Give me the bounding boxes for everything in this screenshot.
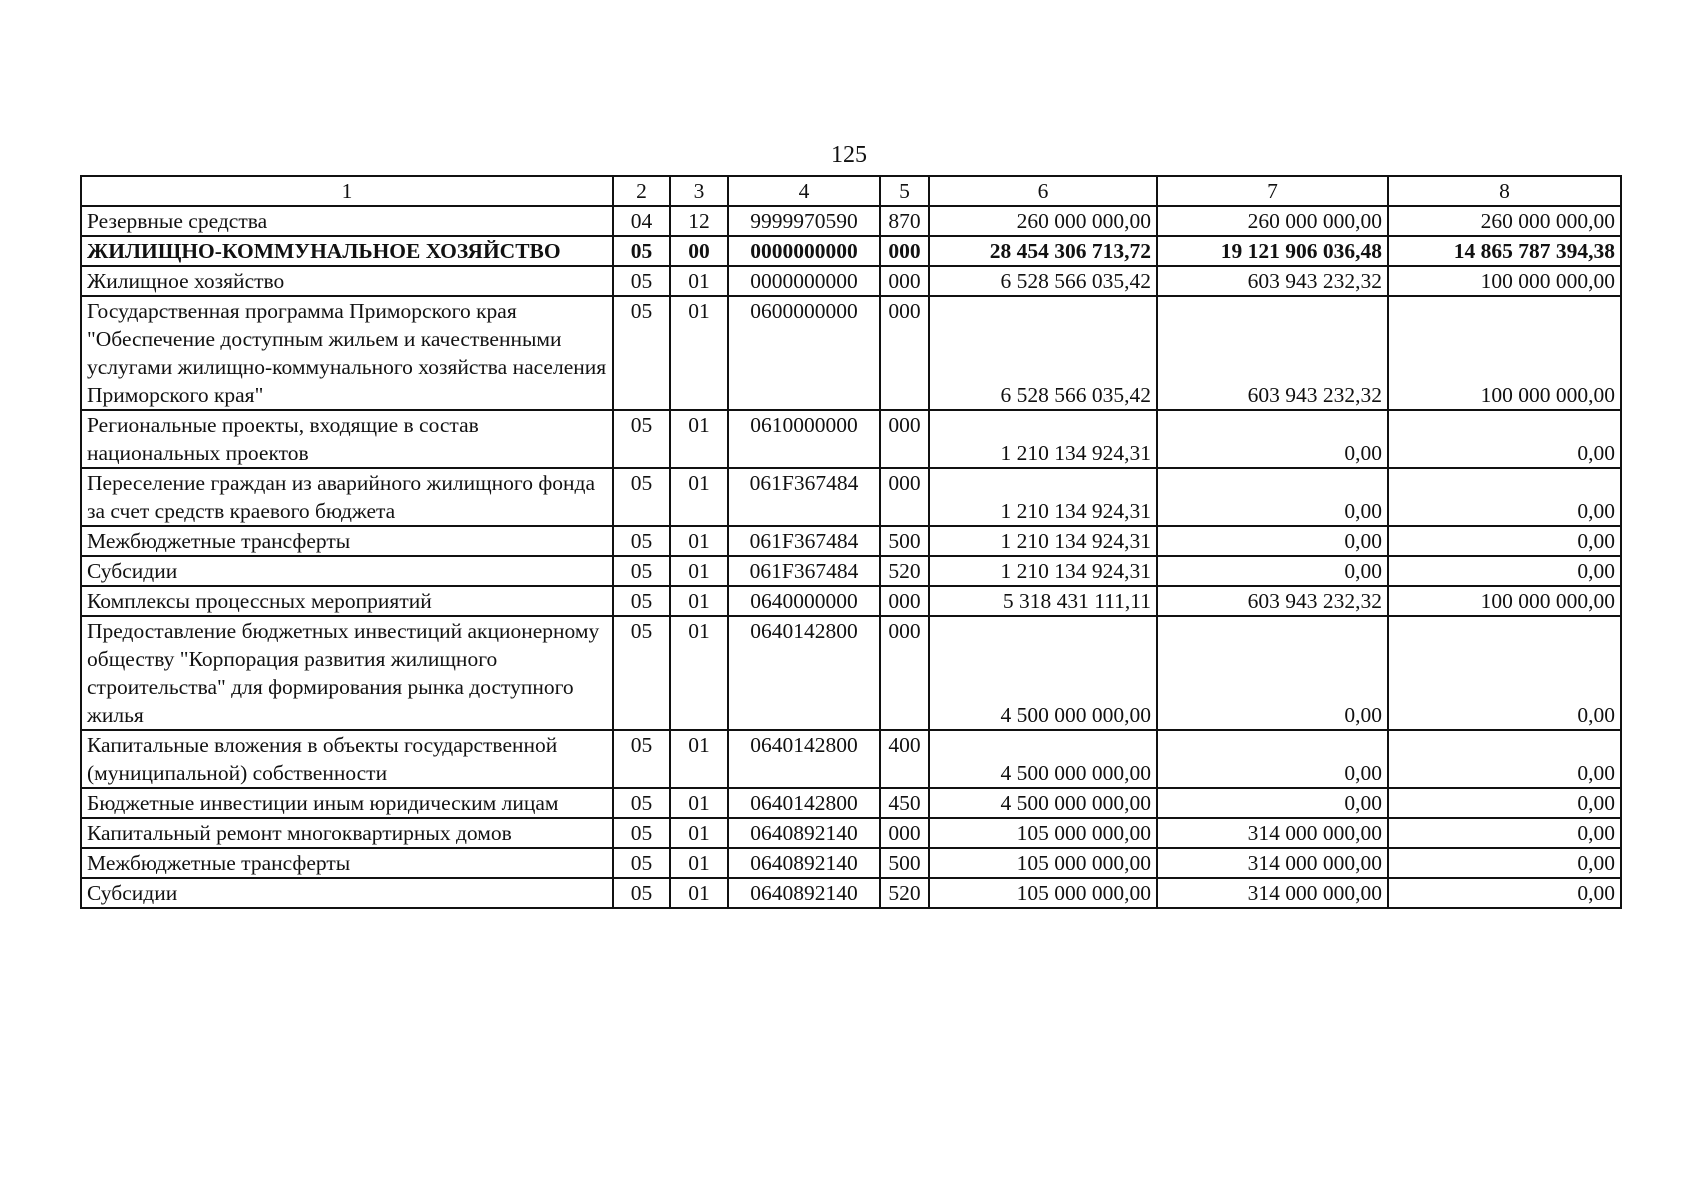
header-cell: 7: [1157, 176, 1388, 206]
amount-col7-cell: 0,00: [1157, 788, 1388, 818]
section-code-cell: 05: [613, 266, 670, 296]
target-article-cell: 9999970590: [728, 206, 880, 236]
amount-col6-cell: 260 000 000,00: [929, 206, 1157, 236]
section-code-cell: 05: [613, 468, 670, 526]
row-name-cell: Жилищное хозяйство: [81, 266, 613, 296]
amount-col6-cell: 4 500 000 000,00: [929, 788, 1157, 818]
table-row: [81, 586, 1621, 616]
row-name-cell: Субсидии: [81, 556, 613, 586]
amount-col8-cell: 0,00: [1388, 730, 1621, 788]
amount-col8-cell: 0,00: [1388, 616, 1621, 730]
amount-col8-cell: 14 865 787 394,38: [1388, 236, 1621, 266]
amount-col8-cell: 0,00: [1388, 468, 1621, 526]
target-article-cell: 061F367484: [728, 556, 880, 586]
table-row: [81, 556, 1621, 586]
amount-col8-cell: 0,00: [1388, 556, 1621, 586]
table-row: [81, 788, 1621, 818]
target-article-cell: 0640142800: [728, 616, 880, 730]
table-body: [81, 176, 1621, 908]
target-article-cell: 061F367484: [728, 468, 880, 526]
amount-col7-cell: 0,00: [1157, 730, 1388, 788]
row-name-cell: Бюджетные инвестиции иным юридическим лицам: [81, 788, 613, 818]
expense-type-cell: 450: [880, 788, 929, 818]
subsection-code-cell: 12: [670, 206, 728, 236]
section-code-cell: 05: [613, 878, 670, 908]
table-row: [81, 818, 1621, 848]
amount-col8-cell: 0,00: [1388, 818, 1621, 848]
amount-col6-cell: 105 000 000,00: [929, 878, 1157, 908]
table-row: [81, 236, 1621, 266]
row-name-cell: Межбюджетные трансферты: [81, 526, 613, 556]
table-row: [81, 878, 1621, 908]
amount-col7-cell: 314 000 000,00: [1157, 878, 1388, 908]
expense-type-cell: 500: [880, 848, 929, 878]
section-code-cell: 05: [613, 556, 670, 586]
expense-type-cell: 000: [880, 266, 929, 296]
subsection-code-cell: 01: [670, 468, 728, 526]
header-row: [81, 176, 1621, 206]
row-name-cell: Переселение граждан из аварийного жилищного фонда за счет средств краевого бюджета: [81, 468, 613, 526]
amount-col8-cell: 0,00: [1388, 526, 1621, 556]
amount-col8-cell: 0,00: [1388, 848, 1621, 878]
expense-type-cell: 000: [880, 586, 929, 616]
expense-type-cell: 400: [880, 730, 929, 788]
section-code-cell: 05: [613, 730, 670, 788]
amount-col8-cell: 100 000 000,00: [1388, 296, 1621, 410]
amount-col6-cell: 1 210 134 924,31: [929, 556, 1157, 586]
amount-col8-cell: 260 000 000,00: [1388, 206, 1621, 236]
target-article-cell: 0600000000: [728, 296, 880, 410]
row-name-cell: Предоставление бюджетных инвестиций акционерному обществу "Корпорация развития жилищного строительства" для формирования рынка доступного жилья: [81, 616, 613, 730]
expense-type-cell: 500: [880, 526, 929, 556]
target-article-cell: 0000000000: [728, 236, 880, 266]
header-cell: 3: [670, 176, 728, 206]
amount-col6-cell: 105 000 000,00: [929, 848, 1157, 878]
amount-col7-cell: 19 121 906 036,48: [1157, 236, 1388, 266]
amount-col7-cell: 603 943 232,32: [1157, 266, 1388, 296]
amount-col8-cell: 100 000 000,00: [1388, 266, 1621, 296]
amount-col6-cell: 28 454 306 713,72: [929, 236, 1157, 266]
table-row: [81, 848, 1621, 878]
expense-type-cell: 000: [880, 296, 929, 410]
amount-col6-cell: 6 528 566 035,42: [929, 296, 1157, 410]
row-name-cell: Комплексы процессных мероприятий: [81, 586, 613, 616]
expense-type-cell: 000: [880, 236, 929, 266]
section-code-cell: 05: [613, 848, 670, 878]
amount-col7-cell: 603 943 232,32: [1157, 586, 1388, 616]
table-row: [81, 730, 1621, 788]
subsection-code-cell: 01: [670, 296, 728, 410]
expense-type-cell: 000: [880, 818, 929, 848]
page-number: 125: [831, 142, 867, 168]
table-row: [81, 266, 1621, 296]
subsection-code-cell: 01: [670, 410, 728, 468]
expense-type-cell: 000: [880, 468, 929, 526]
target-article-cell: 061F367484: [728, 526, 880, 556]
expense-type-cell: 520: [880, 878, 929, 908]
amount-col6-cell: 1 210 134 924,31: [929, 526, 1157, 556]
section-code-cell: 04: [613, 206, 670, 236]
table-row: [81, 410, 1621, 468]
row-name-cell: Региональные проекты, входящие в состав национальных проектов: [81, 410, 613, 468]
amount-col7-cell: 0,00: [1157, 526, 1388, 556]
amount-col6-cell: 1 210 134 924,31: [929, 468, 1157, 526]
table-row: [81, 206, 1621, 236]
amount-col6-cell: 1 210 134 924,31: [929, 410, 1157, 468]
table-row: [81, 296, 1621, 410]
section-code-cell: 05: [613, 586, 670, 616]
header-cell: 8: [1388, 176, 1621, 206]
amount-col6-cell: 4 500 000 000,00: [929, 730, 1157, 788]
expense-type-cell: 870: [880, 206, 929, 236]
target-article-cell: 0640892140: [728, 818, 880, 848]
amount-col8-cell: 0,00: [1388, 410, 1621, 468]
table-row: [81, 526, 1621, 556]
table-row: [81, 616, 1621, 730]
target-article-cell: 0000000000: [728, 266, 880, 296]
target-article-cell: 0640142800: [728, 730, 880, 788]
amount-col7-cell: 0,00: [1157, 468, 1388, 526]
amount-col7-cell: 314 000 000,00: [1157, 848, 1388, 878]
amount-col8-cell: 0,00: [1388, 878, 1621, 908]
subsection-code-cell: 01: [670, 556, 728, 586]
section-code-cell: 05: [613, 410, 670, 468]
amount-col6-cell: 6 528 566 035,42: [929, 266, 1157, 296]
section-code-cell: 05: [613, 616, 670, 730]
subsection-code-cell: 01: [670, 878, 728, 908]
expense-type-cell: 000: [880, 410, 929, 468]
section-code-cell: 05: [613, 788, 670, 818]
amount-col7-cell: 260 000 000,00: [1157, 206, 1388, 236]
expense-type-cell: 000: [880, 616, 929, 730]
target-article-cell: 0640000000: [728, 586, 880, 616]
section-code-cell: 05: [613, 236, 670, 266]
expense-type-cell: 520: [880, 556, 929, 586]
subsection-code-cell: 01: [670, 586, 728, 616]
subsection-code-cell: 01: [670, 266, 728, 296]
row-name-cell: Резервные средства: [81, 206, 613, 236]
subsection-code-cell: 01: [670, 730, 728, 788]
subsection-code-cell: 01: [670, 616, 728, 730]
row-name-cell: ЖИЛИЩНО-КОММУНАЛЬНОЕ ХОЗЯЙСТВО: [81, 236, 613, 266]
amount-col6-cell: 105 000 000,00: [929, 818, 1157, 848]
subsection-code-cell: 00: [670, 236, 728, 266]
target-article-cell: 0640892140: [728, 848, 880, 878]
target-article-cell: 0610000000: [728, 410, 880, 468]
amount-col7-cell: 314 000 000,00: [1157, 818, 1388, 848]
amount-col7-cell: 603 943 232,32: [1157, 296, 1388, 410]
amount-col7-cell: 0,00: [1157, 616, 1388, 730]
amount-col7-cell: 0,00: [1157, 410, 1388, 468]
row-name-cell: Государственная программа Приморского края "Обеспечение доступным жильем и качественными услугами жилищно-коммунального хозяйства населения Приморского края": [81, 296, 613, 410]
row-name-cell: Капитальный ремонт многоквартирных домов: [81, 818, 613, 848]
section-code-cell: 05: [613, 526, 670, 556]
table-row: [81, 468, 1621, 526]
subsection-code-cell: 01: [670, 788, 728, 818]
amount-col6-cell: 4 500 000 000,00: [929, 616, 1157, 730]
subsection-code-cell: 01: [670, 848, 728, 878]
budget-table: [80, 175, 1622, 909]
section-code-cell: 05: [613, 818, 670, 848]
subsection-code-cell: 01: [670, 818, 728, 848]
header-cell: 4: [728, 176, 880, 206]
row-name-cell: Капитальные вложения в объекты государственной (муниципальной) собственности: [81, 730, 613, 788]
amount-col8-cell: 100 000 000,00: [1388, 586, 1621, 616]
target-article-cell: 0640892140: [728, 878, 880, 908]
subsection-code-cell: 01: [670, 526, 728, 556]
amount-col7-cell: 0,00: [1157, 556, 1388, 586]
target-article-cell: 0640142800: [728, 788, 880, 818]
header-cell: 5: [880, 176, 929, 206]
section-code-cell: 05: [613, 296, 670, 410]
header-cell: 1: [81, 176, 613, 206]
header-cell: 2: [613, 176, 670, 206]
header-cell: 6: [929, 176, 1157, 206]
row-name-cell: Субсидии: [81, 878, 613, 908]
row-name-cell: Межбюджетные трансферты: [81, 848, 613, 878]
amount-col6-cell: 5 318 431 111,11: [929, 586, 1157, 616]
amount-col8-cell: 0,00: [1388, 788, 1621, 818]
